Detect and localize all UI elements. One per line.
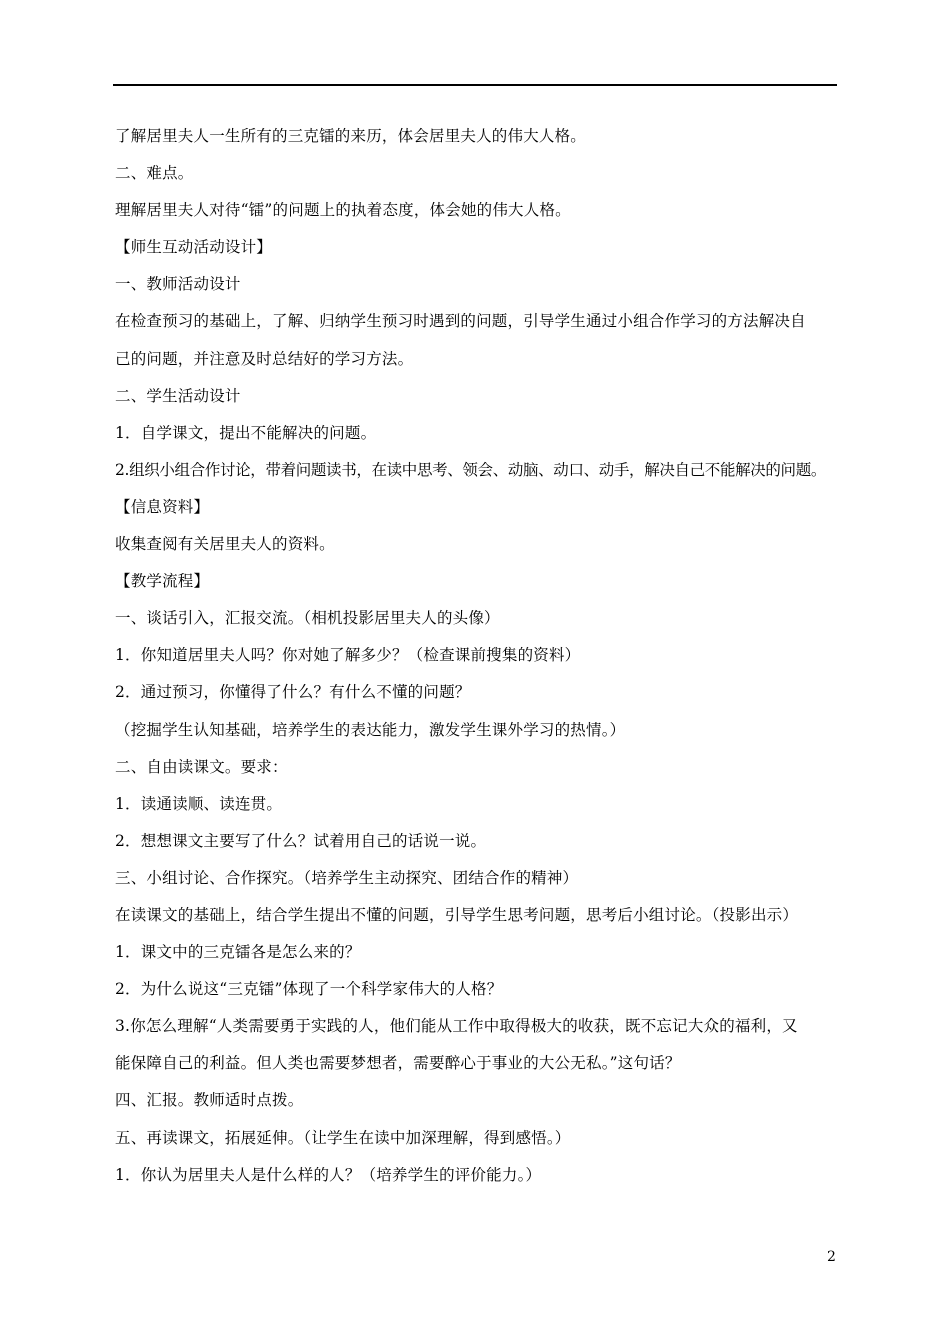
- section-heading: 四、汇报。教师适时点拨。: [115, 1091, 304, 1110]
- text-line: 己的问题，并注意及时总结好的学习方法。: [115, 349, 414, 368]
- section-heading: 三、小组讨论、合作探究。（培养学生主动探究、团结合作的精神）: [115, 868, 579, 887]
- section-title: 【教学流程】: [115, 572, 210, 591]
- list-item: 2．想想课文主要写了什么？试着用自己的话说一说。: [115, 831, 487, 850]
- section-heading: 一、谈话引入，汇报交流。（相机投影居里夫人的头像）: [115, 609, 500, 628]
- section-title: 【师生互动活动设计】: [115, 238, 273, 257]
- text-line: 在检查预习的基础上，了解、归纳学生预习时遇到的问题，引导学生通过小组合作学习的方法解决自: [115, 312, 806, 331]
- list-item: 1．课文中的三克镭各是怎么来的？: [115, 943, 361, 962]
- text-line: （挖掘学生认知基础，培养学生的表达能力，激发学生课外学习的热情。）: [115, 720, 626, 739]
- list-item: 2.组织小组合作讨论，带着问题读书，在读中思考、领会、动脑、动口、动手，解决自己不能解决的问题。: [115, 460, 826, 479]
- section-heading: 二、自由读课文。要求：: [115, 757, 288, 776]
- list-item: 1．你认为居里夫人是什么样的人？（培养学生的评价能力。）: [115, 1165, 542, 1184]
- text-line: 在读课文的基础上，结合学生提出不懂的问题，引导学生思考问题，思考后小组讨论。（投影出示）: [115, 905, 799, 924]
- list-item: 1．读通读顺、读连贯。: [115, 794, 283, 813]
- page-number: 2: [827, 1249, 836, 1265]
- document-body: [115, 122, 850, 1198]
- section-heading: 五、再读课文，拓展延伸。（让学生在读中加深理解，得到感悟。）: [115, 1128, 571, 1147]
- list-item: 1．自学课文，提出不能解决的问题。: [115, 423, 377, 442]
- list-item: 2．为什么说这“三克镭”体现了一个科学家伟大的人格？: [115, 980, 503, 999]
- text-line: 了解居里夫人一生所有的三克镭的来历，体会居里夫人的伟大人格。: [115, 127, 587, 145]
- text-line: 收集查阅有关居里夫人的资料。: [115, 535, 335, 554]
- text-line: 理解居里夫人对待“镭”的问题上的执着态度，体会她的伟大人格。: [115, 201, 571, 220]
- header-rule: [113, 84, 837, 86]
- section-heading: 一、教师活动设计: [115, 275, 241, 294]
- text-line: 能保障自己的利益。但人类也需要梦想者，需要醉心于事业的大公无私。”这句话？: [115, 1054, 681, 1073]
- section-heading: 二、学生活动设计: [115, 386, 241, 405]
- section-title: 【信息资料】: [115, 497, 210, 516]
- list-item: 3.你怎么理解“人类需要勇于实践的人，他们能从工作中取得极大的收获，既不忘记大众的福利，又: [115, 1017, 798, 1036]
- section-heading: 二、难点。: [115, 164, 194, 183]
- list-item: 1．你知道居里夫人吗？你对她了解多少？（检查课前搜集的资料）: [115, 646, 581, 665]
- list-item: 2．通过预习，你懂得了什么？有什么不懂的问题？: [115, 683, 471, 702]
